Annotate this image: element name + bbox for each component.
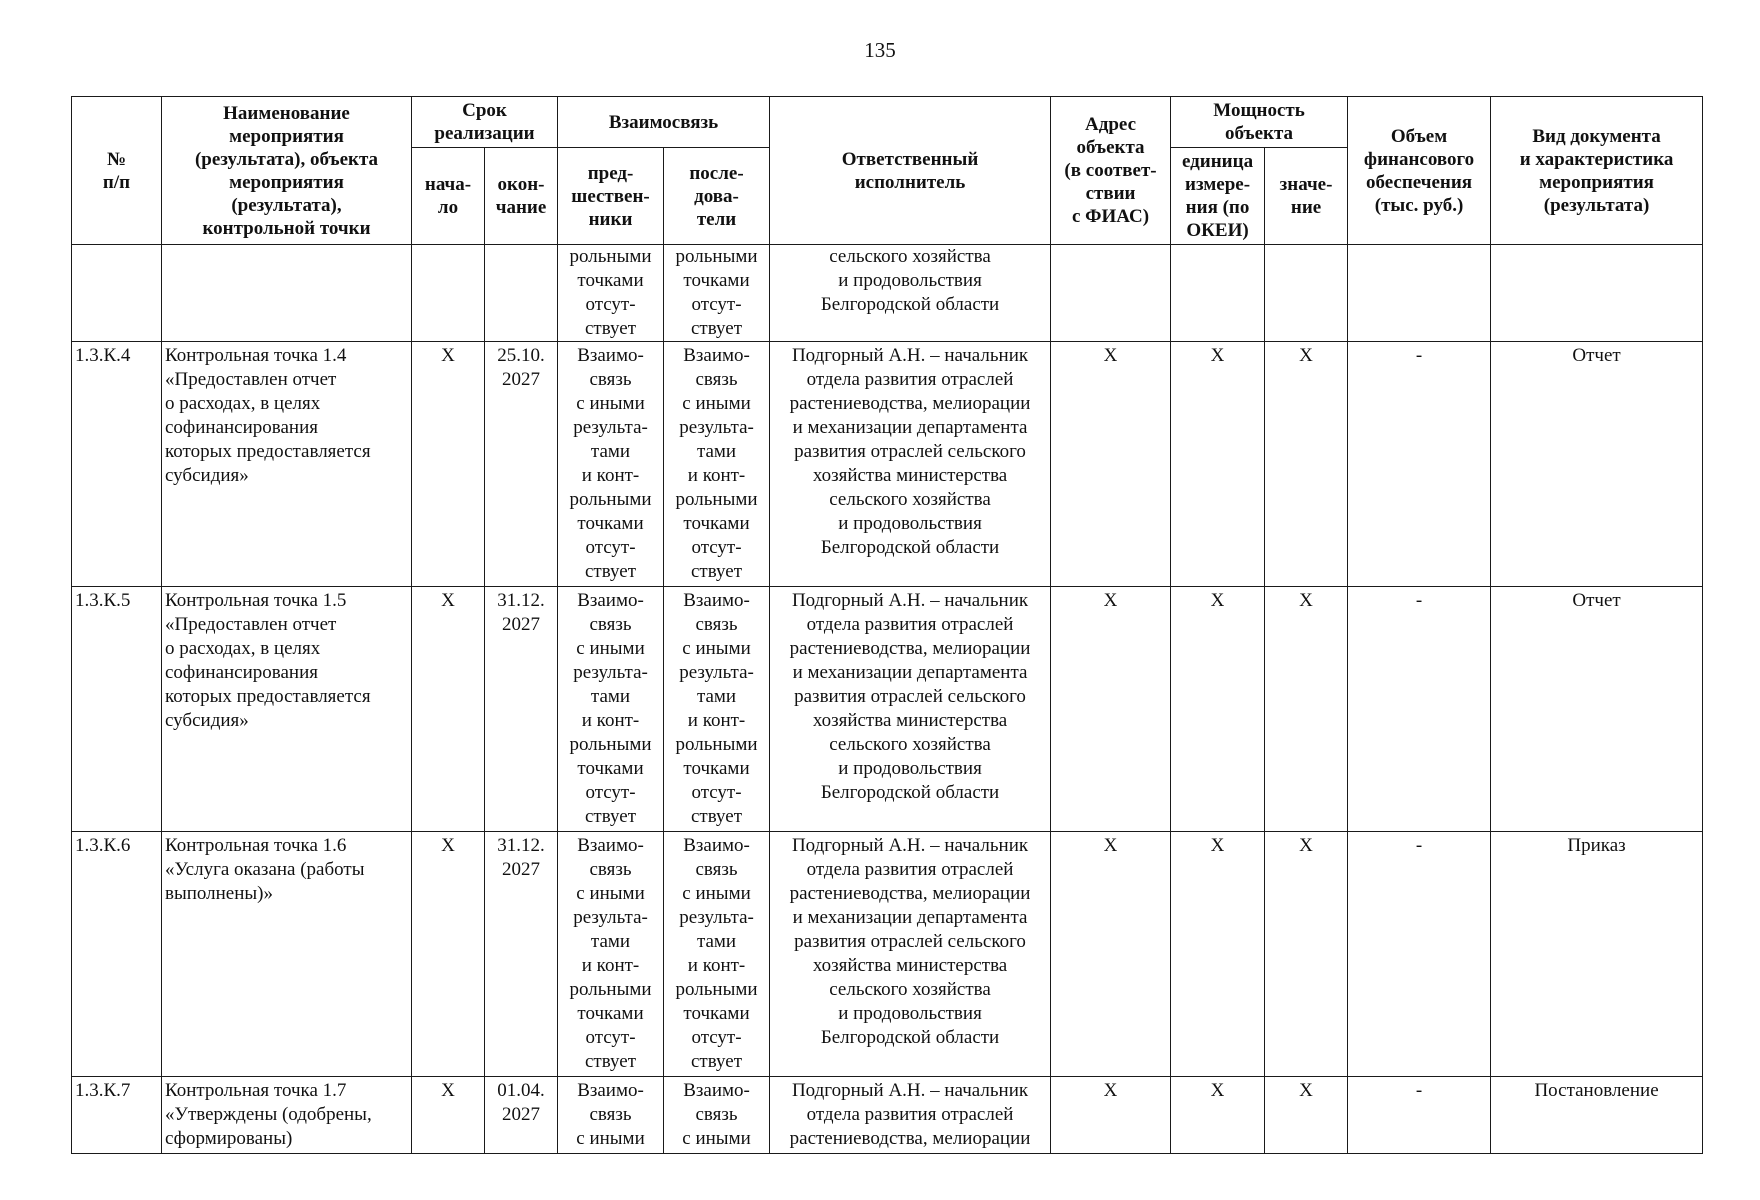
cell-finance xyxy=(1348,245,1491,342)
cell-address: X xyxy=(1051,342,1171,587)
cell-start xyxy=(412,245,485,342)
cell-start: X xyxy=(412,587,485,832)
cell-prev: Взаимо- связь с иными результа- тами и конт- рольными точками отсут- ствует xyxy=(558,342,664,587)
cell-start: X xyxy=(412,832,485,1077)
cell-address: X xyxy=(1051,832,1171,1077)
cell-next: рольными точками отсут- ствует xyxy=(664,245,770,342)
cell-num: 1.3.К.7 xyxy=(72,1077,162,1154)
cell-unit xyxy=(1171,245,1265,342)
page-number: 135 xyxy=(864,38,896,62)
cell-name: Контрольная точка 1.4 «Предоставлен отчет о расходах, в целях софинансирования которых предоставляется субсидия» xyxy=(162,342,412,587)
header-responsible: Ответственный исполнитель xyxy=(770,97,1051,245)
cell-address: X xyxy=(1051,587,1171,832)
cell-next: Взаимо- связь с иными результа- тами и конт- рольными точками отсут- ствует xyxy=(664,832,770,1077)
cell-finance: - xyxy=(1348,1077,1491,1154)
cell-responsible: Подгорный А.Н. – начальник отдела развития отраслей растениеводства, мелиорации и механизации департамента развития отраслей сельского хозяйства министерства сельского хозяйства и продовольствия Белгородской области xyxy=(770,342,1051,587)
header-finance: Объем финансового обеспечения (тыс. руб.) xyxy=(1348,97,1491,245)
cell-value xyxy=(1265,245,1348,342)
cell-name xyxy=(162,245,412,342)
cell-start: X xyxy=(412,1077,485,1154)
cell-address: X xyxy=(1051,1077,1171,1154)
header-term: Срок реализации xyxy=(412,97,558,148)
header-address: Адрес объекта (в соответ- ствии с ФИАС) xyxy=(1051,97,1171,245)
cell-finance: - xyxy=(1348,832,1491,1077)
header-name: Наименование мероприятия (результата), объекта мероприятия (результата), контрольной точки xyxy=(162,97,412,245)
cell-value: X xyxy=(1265,832,1348,1077)
table-header xyxy=(72,97,1703,245)
table-row xyxy=(72,587,1703,832)
cell-name: Контрольная точка 1.5 «Предоставлен отчет о расходах, в целях софинансирования которых предоставляется субсидия» xyxy=(162,587,412,832)
table-row xyxy=(72,1077,1703,1154)
table-row xyxy=(72,832,1703,1077)
cell-next: Взаимо- связь с иными результа- тами и конт- рольными точками отсут- ствует xyxy=(664,342,770,587)
header-start: нача- ло xyxy=(412,148,485,245)
cell-finance: - xyxy=(1348,342,1491,587)
cell-end: 31.12. 2027 xyxy=(485,587,558,832)
cell-unit: X xyxy=(1171,832,1265,1077)
header-link: Взаимосвязь xyxy=(558,97,770,148)
cell-address xyxy=(1051,245,1171,342)
cell-value: X xyxy=(1265,342,1348,587)
cell-prev: Взаимо- связь с иными результа- тами и конт- рольными точками отсут- ствует xyxy=(558,587,664,832)
cell-prev: Взаимо- связь с иными результа- тами и конт- рольными точками отсут- ствует xyxy=(558,832,664,1077)
cell-responsible: Подгорный А.Н. – начальник отдела развития отраслей растениеводства, мелиорации и механизации департамента развития отраслей сельского хозяйства министерства сельского хозяйства и продовольствия Белгородской области xyxy=(770,587,1051,832)
cell-next: Взаимо- связь с иными xyxy=(664,1077,770,1154)
cell-num: 1.3.К.6 xyxy=(72,832,162,1077)
cell-unit: X xyxy=(1171,342,1265,587)
cell-num: 1.3.К.5 xyxy=(72,587,162,832)
cell-finance: - xyxy=(1348,587,1491,832)
cell-prev: Взаимо- связь с иными xyxy=(558,1077,664,1154)
cell-responsible: Подгорный А.Н. – начальник отдела развития отраслей растениеводства, мелиорации и механизации департамента развития отраслей сельского хозяйства министерства сельского хозяйства и продовольствия Белгородской области xyxy=(770,832,1051,1077)
cell-responsible: сельского хозяйства и продовольствия Белгородской области xyxy=(770,245,1051,342)
header-unit: единица измере- ния (по ОКЕИ) xyxy=(1171,148,1265,245)
cell-doc: Отчет xyxy=(1491,342,1703,587)
cell-doc: Отчет xyxy=(1491,587,1703,832)
header-prev: пред- шествен- ники xyxy=(558,148,664,245)
header-next: после- дова- тели xyxy=(664,148,770,245)
header-num: № п/п xyxy=(72,97,162,245)
cell-value: X xyxy=(1265,1077,1348,1154)
table-row xyxy=(72,342,1703,587)
cell-unit: X xyxy=(1171,587,1265,832)
cell-prev: рольными точками отсут- ствует xyxy=(558,245,664,342)
cell-value: X xyxy=(1265,587,1348,832)
cell-doc xyxy=(1491,245,1703,342)
header-doc: Вид документа и характеристика мероприятия (результата) xyxy=(1491,97,1703,245)
cell-doc: Постановление xyxy=(1491,1077,1703,1154)
header-capacity: Мощность объекта xyxy=(1171,97,1348,148)
cell-end: 01.04. 2027 xyxy=(485,1077,558,1154)
cell-end: 25.10. 2027 xyxy=(485,342,558,587)
cell-responsible: Подгорный А.Н. – начальник отдела развития отраслей растениеводства, мелиорации xyxy=(770,1077,1051,1154)
table-row-continuation xyxy=(72,245,1703,342)
cell-end: 31.12. 2027 xyxy=(485,832,558,1077)
cell-num xyxy=(72,245,162,342)
header-end: окон- чание xyxy=(485,148,558,245)
cell-end xyxy=(485,245,558,342)
cell-unit: X xyxy=(1171,1077,1265,1154)
cell-next: Взаимо- связь с иными результа- тами и конт- рольными точками отсут- ствует xyxy=(664,587,770,832)
cell-doc: Приказ xyxy=(1491,832,1703,1077)
cell-name: Контрольная точка 1.6 «Услуга оказана (работы выполнены)» xyxy=(162,832,412,1077)
cell-num: 1.3.К.4 xyxy=(72,342,162,587)
header-value: значе- ние xyxy=(1265,148,1348,245)
plan-table xyxy=(71,96,1703,1154)
cell-name: Контрольная точка 1.7 «Утверждены (одобрены, сформированы) xyxy=(162,1077,412,1154)
cell-start: X xyxy=(412,342,485,587)
